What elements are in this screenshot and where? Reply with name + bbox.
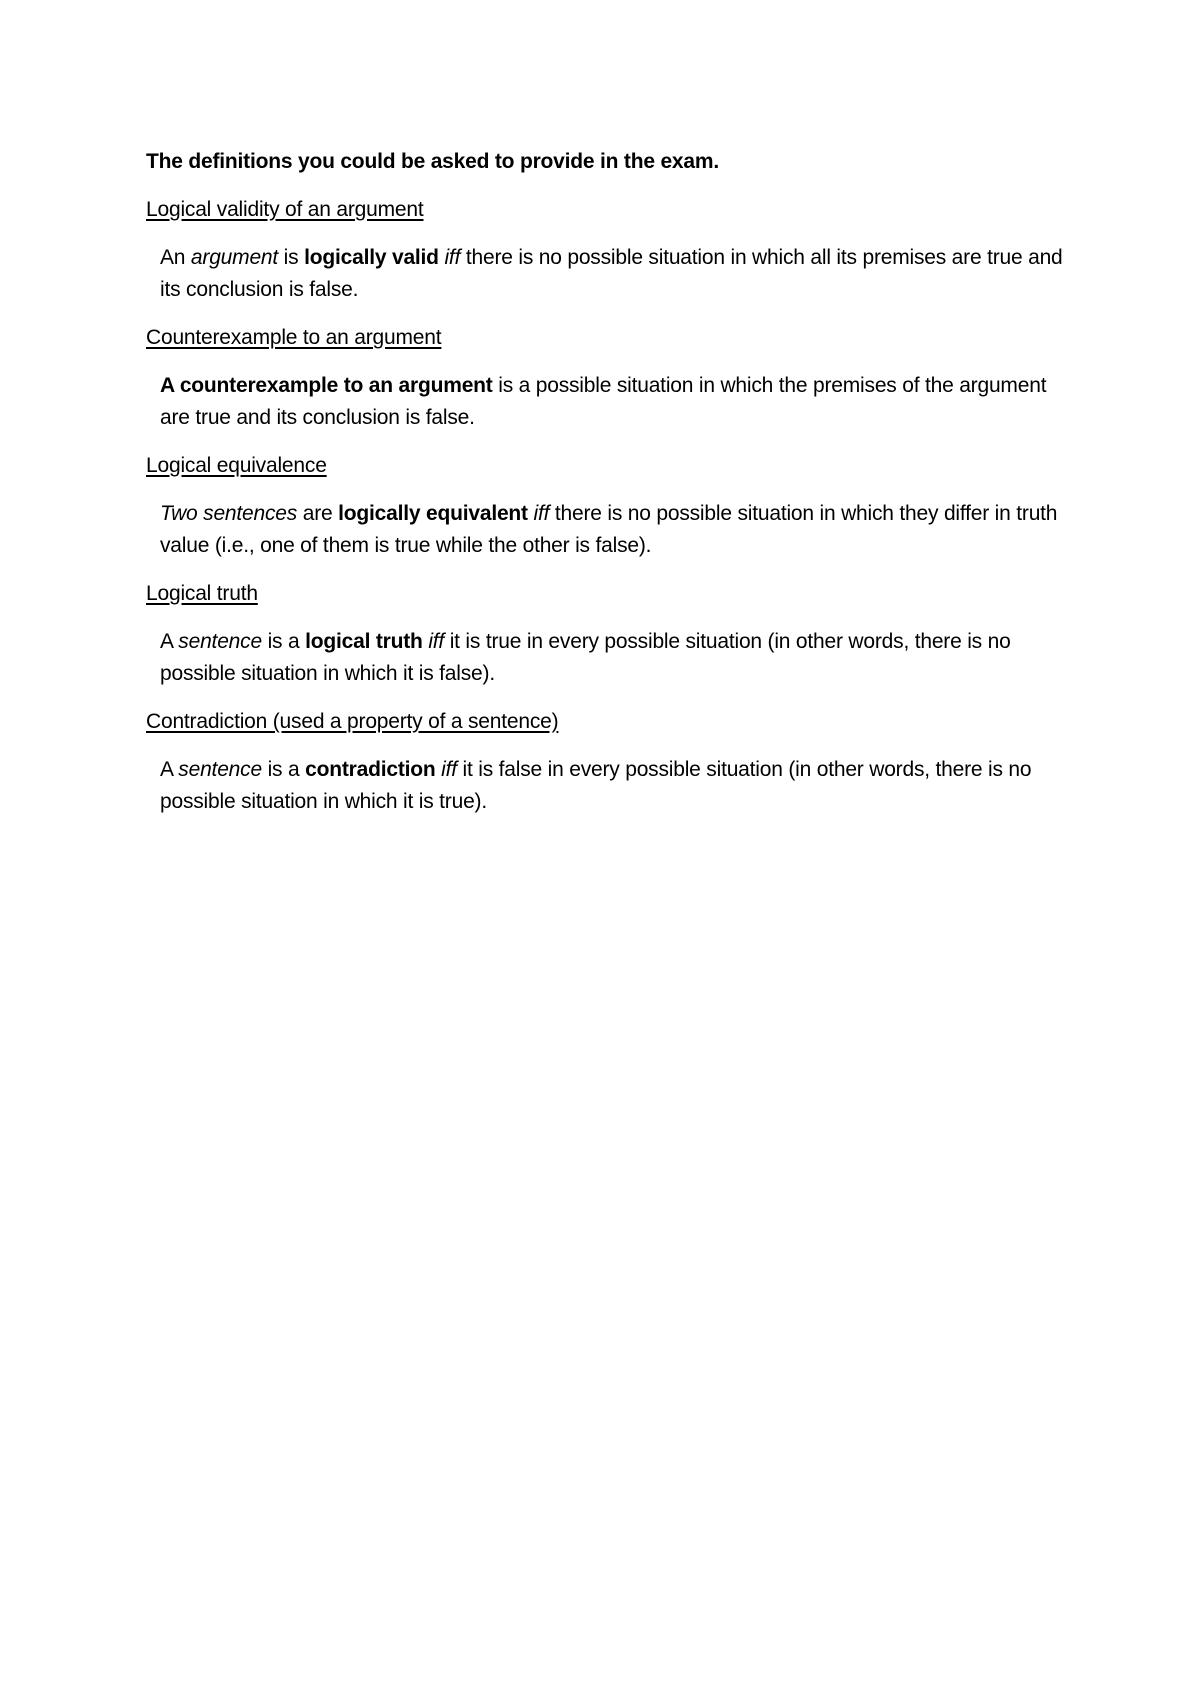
definition-run: are bbox=[297, 502, 339, 525]
emphasis-text: sentence bbox=[178, 630, 262, 653]
definition-text bbox=[160, 626, 1070, 690]
definition-text bbox=[160, 754, 1070, 818]
emphasis-text: iff bbox=[533, 502, 550, 525]
defined-term: logically equivalent bbox=[338, 502, 528, 525]
section-heading: Logical equivalence bbox=[146, 454, 327, 477]
definition-run: it is false in every possible situation (in other words, there is no possible situation in which it is true). bbox=[160, 758, 1032, 813]
definition-run: it is true in every possible situation (in other words, there is no possible situation in which it is false). bbox=[160, 630, 1011, 685]
emphasis-text: sentence bbox=[178, 758, 262, 781]
definition-run: is bbox=[278, 246, 305, 269]
defined-term: logical truth bbox=[305, 630, 423, 653]
defined-term: logically valid bbox=[304, 246, 439, 269]
definition-text bbox=[160, 370, 1070, 434]
definition-run: is a bbox=[261, 758, 306, 781]
definition-run: there is no possible situation in which they differ in truth value (i.e., one of them is true while the other is false). bbox=[160, 502, 1058, 557]
definition-run: is a possible situation in which the premises of the argument are true and its conclusion is false. bbox=[160, 374, 1047, 429]
section-heading: Counterexample to an argument bbox=[146, 326, 442, 349]
emphasis-text: iff bbox=[441, 758, 457, 781]
section-heading: Contradiction (used a property of a sentence) bbox=[146, 710, 559, 733]
emphasis-text: iff bbox=[444, 246, 461, 269]
definitions-list bbox=[146, 194, 1076, 818]
section-heading: Logical validity of an argument bbox=[146, 198, 424, 221]
definition-run: there is no possible situation in which all its premises are true and its conclusion is false. bbox=[160, 246, 1063, 301]
definition-text bbox=[160, 498, 1070, 562]
emphasis-text: iff bbox=[428, 630, 445, 653]
defined-term: contradiction bbox=[305, 758, 436, 781]
emphasis-text: Two sentences bbox=[160, 502, 298, 525]
definition-run: is a bbox=[261, 630, 306, 653]
section-heading: Logical truth bbox=[146, 582, 258, 605]
definition-run: A bbox=[160, 630, 179, 653]
definition-text bbox=[160, 242, 1070, 306]
definition-run: An bbox=[160, 246, 191, 269]
definition-run: A bbox=[160, 758, 179, 781]
emphasis-text: argument bbox=[190, 246, 279, 269]
defined-term: A counterexample to an argument bbox=[160, 374, 493, 397]
page-title: The definitions you could be asked to provide in the exam. bbox=[146, 150, 719, 173]
document-body bbox=[146, 146, 1076, 834]
